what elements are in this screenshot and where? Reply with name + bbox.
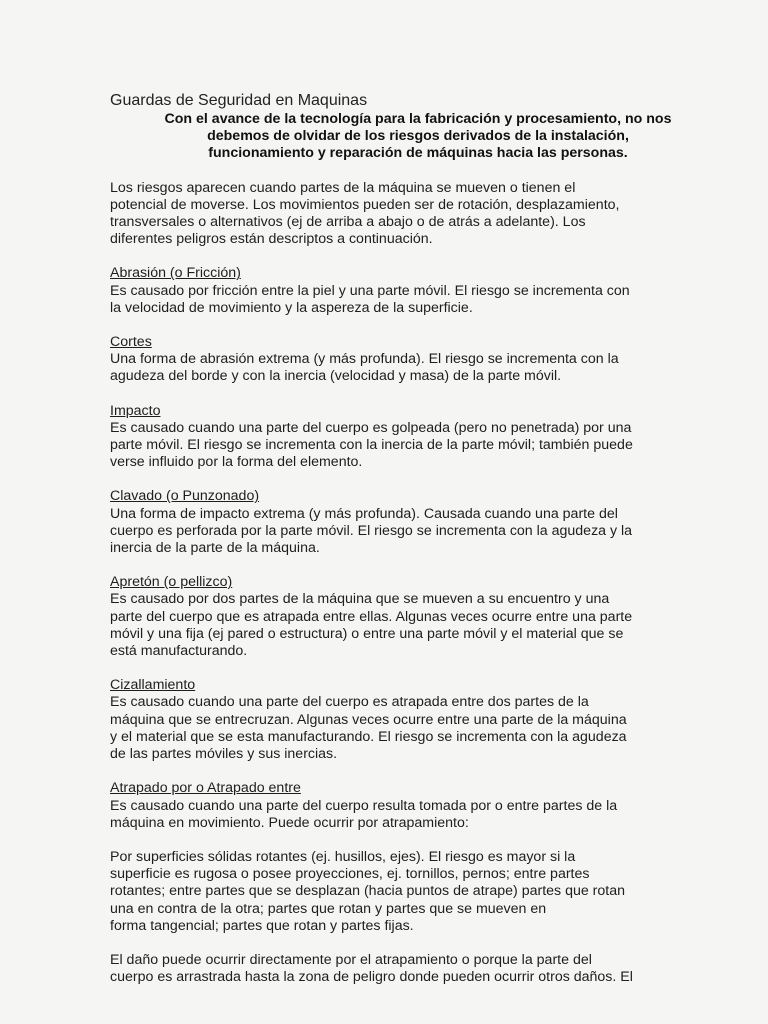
intro-line: Con el avance de la tecnología para la fabricación y procesamiento, no nos bbox=[164, 111, 672, 127]
section-line: Una forma de abrasión extrema (y más profunda). El riesgo se incrementa con la bbox=[110, 351, 619, 368]
section-heading: Cortes bbox=[110, 334, 152, 351]
section-heading: Impacto bbox=[110, 402, 161, 419]
paragraph-line: Los riesgos aparecen cuando partes de la máquina se mueven o tienen el bbox=[110, 179, 576, 196]
section-line: inercia de la parte de la máquina. bbox=[110, 540, 320, 557]
section-line: verse influido por la forma del elemento. bbox=[110, 454, 363, 471]
section-cortes bbox=[110, 334, 728, 386]
section-line: Una forma de impacto extrema (y más profunda). Causada cuando una parte del bbox=[110, 505, 618, 522]
section-line: agudeza del borde y con la inercia (velocidad y masa) de la parte móvil. bbox=[110, 368, 562, 385]
section-line: móvil y una fija (ej pared o estructura) o entre una parte móvil y el material que se bbox=[110, 625, 624, 642]
section-line: Es causado por fricción entre la piel y una parte móvil. El riesgo se incrementa con bbox=[110, 282, 630, 299]
section-heading: Clavado (o Punzonado) bbox=[110, 488, 260, 505]
section-heading: Apretón (o pellizco) bbox=[110, 574, 233, 591]
section-line: la velocidad de movimiento y la aspereza de la superficie. bbox=[110, 299, 473, 316]
section-line: Es causado cuando una parte del cuerpo resulta tomada por o entre partes de la bbox=[110, 797, 618, 814]
paragraph-line: una en contra de la otra; partes que rotan y partes que se mueven en bbox=[110, 900, 547, 917]
section-atrapado bbox=[110, 780, 728, 832]
section-line: Es causado por dos partes de la máquina que se mueven a su encuentro y una bbox=[110, 591, 610, 608]
section-line: está manufacturando. bbox=[110, 643, 248, 660]
paragraph-line: cuerpo es arrastrada hasta la zona de peligro donde pueden ocurrir otros daños. El bbox=[110, 969, 633, 986]
section-line: parte del cuerpo que es atrapada entre ellas. Algunas veces ocurre entre una parte bbox=[110, 608, 633, 625]
intro-line: debemos de olvidar de los riesgos derivados de la instalación, bbox=[207, 128, 629, 145]
paragraph-line: transversales o alternativos (ej de arriba a abajo o de atrás a adelante). Los bbox=[110, 214, 586, 231]
section-body bbox=[110, 506, 728, 558]
section-line: máquina en movimiento. Puede ocurrir por atrapamiento: bbox=[110, 814, 469, 831]
section-heading: Abrasión (o Fricción) bbox=[110, 265, 241, 282]
paragraph-line: superficie es rugosa o posee proyecciones, ej. tornillos, pernos; entre partes bbox=[110, 866, 590, 883]
section-cizallamiento bbox=[110, 677, 728, 763]
paragraph-line: rotantes; entre partes que se desplazan (hacia puntos de atrape) partes que rotan bbox=[110, 883, 626, 900]
section-clavado bbox=[110, 488, 728, 557]
section-heading: Atrapado por o Atrapado entre bbox=[110, 780, 301, 797]
section-line: máquina que se entrecruzan. Algunas veces ocurre entre una parte de la máquina bbox=[110, 711, 627, 728]
section-line: cuerpo es perforada por la parte móvil. El riesgo se incrementa con la agudeza y la bbox=[110, 522, 633, 539]
section-line: y el material que se esta manufacturando. El riesgo se incrementa con la agudeza bbox=[110, 728, 627, 745]
paragraph-dano bbox=[110, 952, 728, 986]
section-impacto bbox=[110, 403, 728, 472]
document-intro bbox=[110, 111, 728, 163]
paragraph-line: forma tangencial; partes que rotan y partes fijas. bbox=[110, 917, 414, 934]
section-body bbox=[110, 591, 728, 660]
section-body bbox=[110, 283, 728, 317]
section-abrasion bbox=[110, 265, 728, 317]
paragraph-risks bbox=[110, 180, 728, 249]
document-title: Guardas de Seguridad en Maquinas bbox=[110, 92, 368, 109]
section-body bbox=[110, 420, 728, 472]
paragraph-superficies bbox=[110, 849, 728, 935]
section-heading: Cizallamiento bbox=[110, 677, 196, 694]
section-line: de las partes móviles y sus inercias. bbox=[110, 746, 338, 763]
paragraph-line: Por superficies sólidas rotantes (ej. husillos, ejes). El riesgo es mayor si la bbox=[110, 848, 576, 865]
paragraph-line: diferentes peligros están descriptos a continuación. bbox=[110, 231, 433, 248]
section-line: Es causado cuando una parte del cuerpo es golpeada (pero no penetrada) por una bbox=[110, 419, 632, 436]
section-line: parte móvil. El riesgo se incrementa con la inercia de la parte móvil; también puede bbox=[110, 437, 633, 454]
section-body bbox=[110, 351, 728, 385]
paragraph-line: El daño puede ocurrir directamente por el atrapamiento o porque la parte del bbox=[110, 951, 592, 968]
paragraph-line: potencial de moverse. Los movimientos pueden ser de rotación, desplazamiento, bbox=[110, 196, 620, 213]
section-line: Es causado cuando una parte del cuerpo es atrapada entre dos partes de la bbox=[110, 694, 589, 711]
section-apreton bbox=[110, 574, 728, 660]
intro-line: funcionamiento y reparación de máquinas hacia las personas. bbox=[208, 145, 628, 162]
section-body bbox=[110, 694, 728, 763]
section-body bbox=[110, 798, 728, 832]
